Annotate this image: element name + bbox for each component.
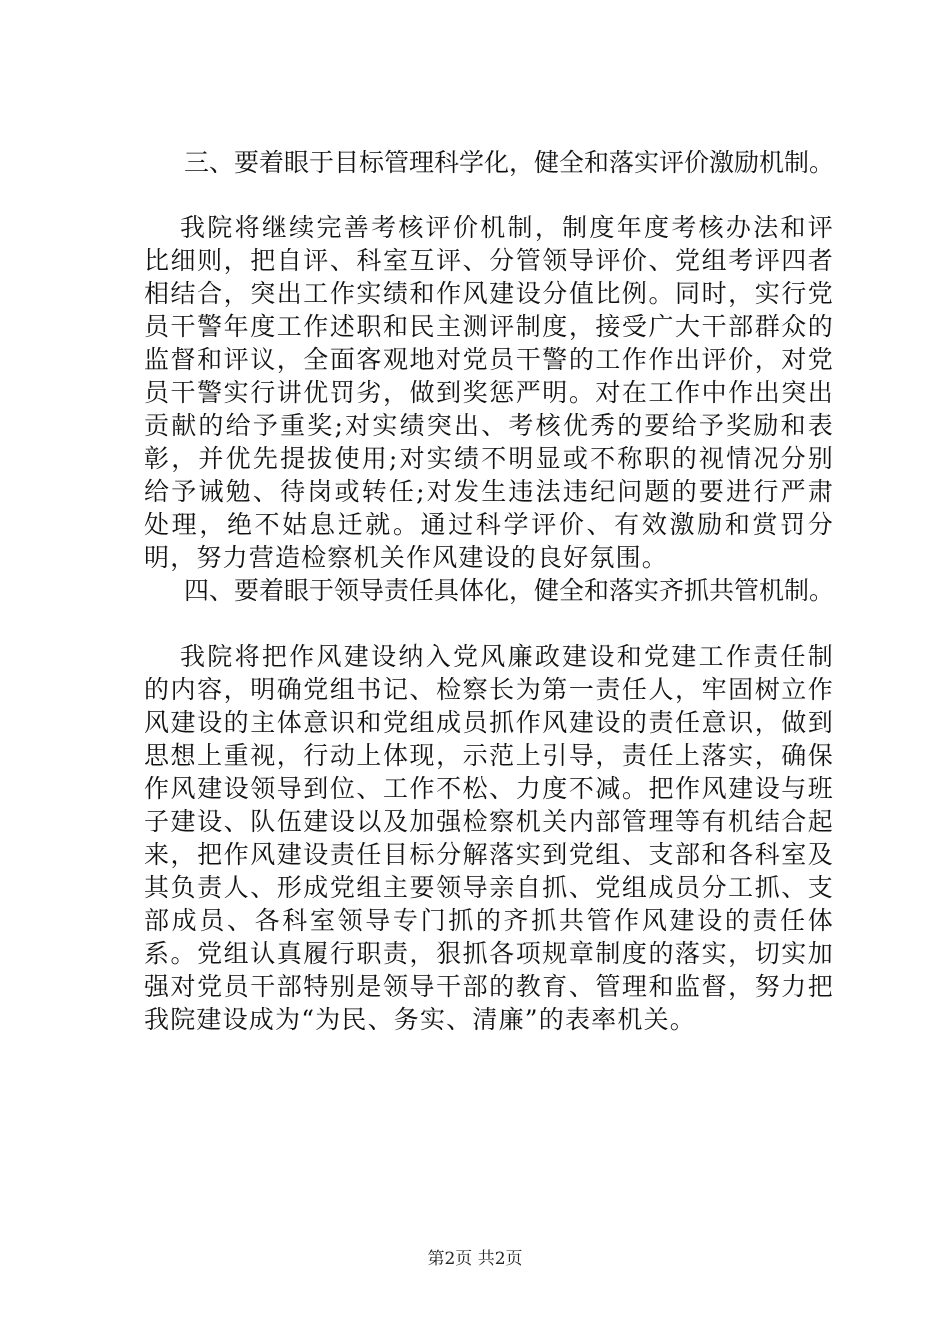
section-3-heading: 三、要着眼于目标管理科学化，健全和落实评价激励机制。: [184, 148, 835, 177]
page-footer: 第2页 共2页: [427, 1249, 523, 1269]
document-body: [144, 146, 834, 1036]
section-4-paragraph: 我院将把作风建设纳入党风廉政建设和党建工作责任制的内容，明确党组书记、检察长为第一责任人，牢固树立作风建设的主体意识和党组成员抓作风建设的责任意识，做到思想上重视，行动上体现，示范上引导，责任上落实，确保作风建设领导到位、工作不松、力度不减。把作风建设与班子建设、队伍建设以及加强检察机关内部管理等有机结合起来，把作风建设责任目标分解落实到党组、支部和各科室及其负责人、形成党组主要领导亲自抓、党组成员分工抓、支部成员、各科室领导专门抓的齐抓共管作风建设的责任体系。党组认真履行职责，狠抓各项规章制度的落实，切实加强对党员干部特别是领导干部的教育、管理和监督，努力把我院建设成为“为民、务实、清廉”的表率机关。: [144, 642, 834, 1034]
section-3-paragraph: 我院将继续完善考核评价机制，制度年度考核办法和评比细则，把自评、科室互评、分管领导评价、党组考评四者相结合，突出工作实绩和作风建设分值比例。同时，实行党员干警年度工作述职和民主测评制度，接受广大干部群众的监督和评议，全面客观地对党员干警的工作作出评价，对党员干警实行讲优罚劣，做到奖惩严明。对在工作中作出突出贡献的给予重奖;对实绩突出、考核优秀的要给予奖励和表彰，并优先提拔使用;对实绩不明显或不称职的视情况分别给予诫勉、待岗或转任;对发生违法违纪问题的要进行严肃处理，绝不姑息迁就。通过科学评价、有效激励和赏罚分明，努力营造检察机关作风建设的良好氛围。: [144, 213, 834, 572]
section-4-heading: 四、要着眼于领导责任具体化，健全和落实齐抓共管机制。: [184, 576, 835, 605]
